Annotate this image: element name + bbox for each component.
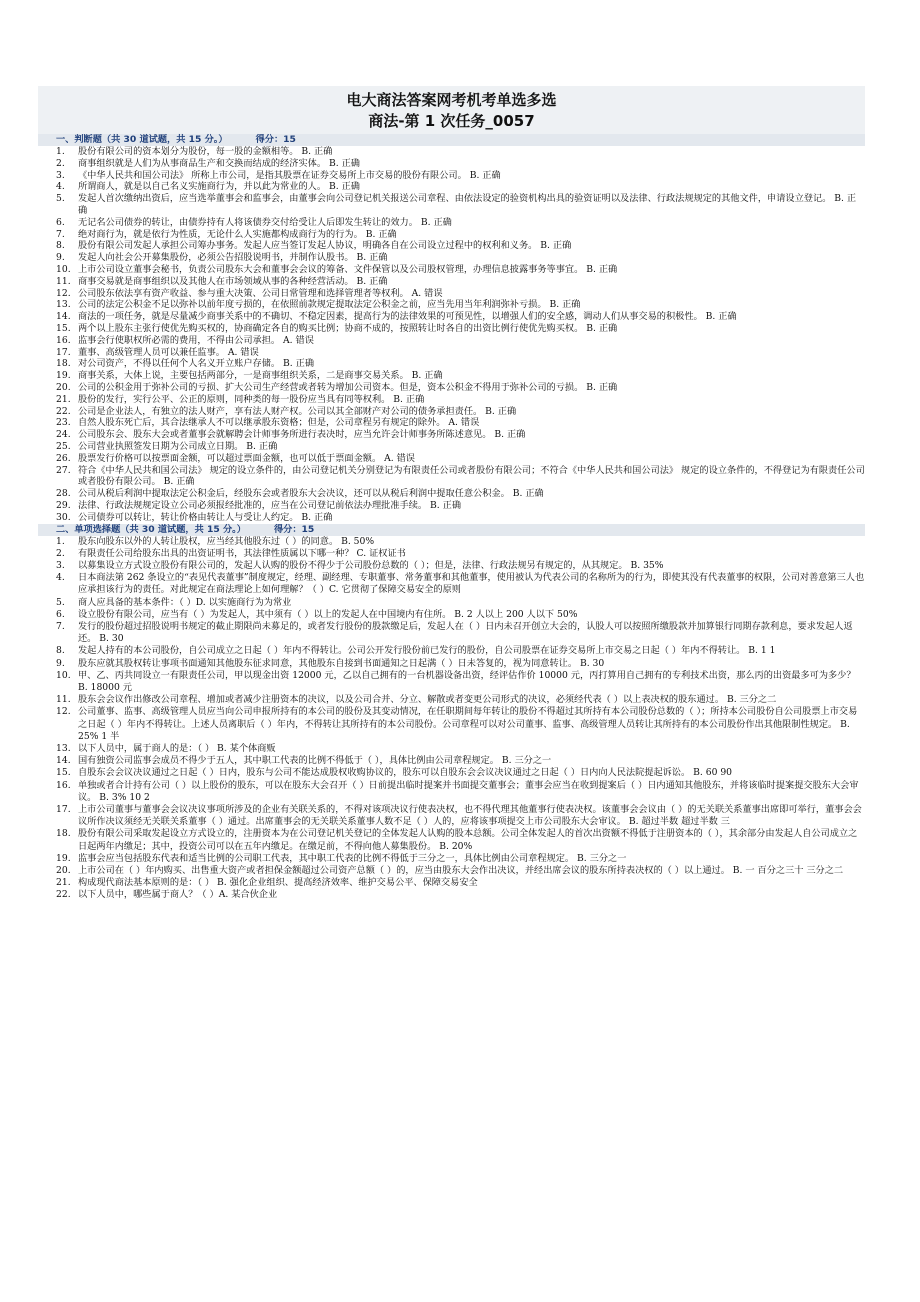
question-text: 两个以上股东主张行使优先购买权的，协商确定各自的购买比例；协商不成的，按照转让时各自的出资比例行使优先购买权。 B. 正确 bbox=[78, 322, 618, 334]
question-text: 董事、高级管理人员可以兼任监事。 A. 错误 bbox=[78, 346, 259, 358]
question-text: 上市公司设立董事会秘书，负责公司股东大会和董事会会议的筹备、文件保管以及公司股权管理，办理信息披露事务等事宜。 B. 正确 bbox=[78, 263, 618, 275]
question-text: 单独或者合计持有公司（ ）以上股份的股东，可以在股东大会召开（ ）日前提出临时提案并书面提交董事会；董事会应当在收到提案后（ ）日内通知其他股东，并将该临时提案提交股东大会审议。 B. 3% 10 2 bbox=[78, 779, 859, 803]
question-item bbox=[38, 621, 865, 645]
question-number: 16. bbox=[56, 334, 71, 346]
question-item bbox=[38, 755, 865, 767]
question-text: 上市公司董事与董事会会议决议事项所涉及的企业有关联关系的，不得对该项决议行使表决权，也不得代理其他董事行使表决权。该董事会会议由（ ）的无关联关系董事出席即可举行，董事会会议所作决议须经无关联关系董事（ ）通过。出席董事会的无关联关系董事人数不足（ ）人的，应将该事项提交上市公司股东大会审议。 B. 超过半数 超过半数 三 bbox=[78, 803, 862, 828]
question-number: 13. bbox=[56, 299, 71, 311]
section-heading-true-false bbox=[38, 134, 865, 146]
question-text: 股东会会议作出修改公司章程、增加或者减少注册资本的决议，以及公司合并、分立、解散或者变更公司形式的决议，必须经代表（ ）以上表决权的股东通过。 B. 三分之二 bbox=[78, 694, 777, 706]
question-item bbox=[38, 780, 865, 804]
question-number: 11. bbox=[56, 275, 71, 287]
question-text: 国有独资公司监事会成员不得少于五人，其中职工代表的比例不得低于（ ），具体比例由公司章程规定。 B. 三分之一 bbox=[78, 755, 552, 767]
question-number: 13. bbox=[56, 742, 71, 754]
question-text: 有限责任公司给股东出具的出资证明书，其法律性质属以下哪一种？ C. 证权证书 bbox=[78, 547, 406, 559]
question-number: 5. bbox=[56, 193, 65, 205]
question-item bbox=[38, 394, 865, 406]
question-number: 26. bbox=[56, 452, 71, 464]
question-item bbox=[38, 370, 865, 382]
question-item bbox=[38, 406, 865, 418]
question-text: 商事关系，大体上说，主要包括两部分，一是商事组织关系，二是商事交易关系。 B. 正确 bbox=[78, 370, 443, 382]
section-title: 二、单项选择题（共 30 道试题，共 15 分。） bbox=[56, 523, 246, 535]
question-number: 3. bbox=[56, 169, 65, 181]
question-text: 无记名公司债券的转让，由债券持有人将该债券交付给受让人后即发生转让的效力。 B. 正确 bbox=[78, 216, 452, 228]
question-number: 11. bbox=[56, 694, 71, 706]
question-text: 公司从税后利润中提取法定公积金后，经股东会或者股东大会决议，还可以从税后利润中提取任意公积金。 B. 正确 bbox=[78, 488, 544, 500]
question-number: 16. bbox=[56, 779, 71, 791]
question-number: 30. bbox=[56, 511, 71, 523]
question-number: 5. bbox=[56, 596, 65, 608]
question-number: 18. bbox=[56, 358, 71, 370]
question-number: 21. bbox=[56, 877, 71, 889]
question-number: 22. bbox=[56, 405, 71, 417]
true-false-question-list bbox=[38, 146, 865, 524]
question-item bbox=[38, 536, 865, 548]
question-number: 28. bbox=[56, 488, 71, 500]
question-item bbox=[38, 181, 865, 193]
question-text: 日本商法第 262 条设立的“表见代表董事”制度规定，经理、副经理、专职董事、常务董事和其他董事，使用被认为代表公司的名称所为的行为，即使其没有代表董事的权限，公司对善意第三人也应承担该行为的责任。对此规定在商法理论上如何理解？（ ）C. 它贯彻了保障交易安全的原则 bbox=[78, 572, 865, 596]
question-item bbox=[38, 877, 865, 889]
question-number: 7. bbox=[56, 228, 65, 240]
question-number: 18. bbox=[56, 828, 71, 840]
question-item bbox=[38, 311, 865, 323]
question-number: 12. bbox=[56, 287, 71, 299]
question-number: 20. bbox=[56, 381, 71, 393]
question-item bbox=[38, 465, 865, 489]
question-item bbox=[38, 743, 865, 755]
question-number: 21. bbox=[56, 393, 71, 405]
question-text: 公司是企业法人，有独立的法人财产，享有法人财产权。公司以其全部财产对公司的债务承担责任。 B. 正确 bbox=[78, 405, 517, 417]
question-text: 监事会行使职权所必需的费用，不得由公司承担。 A. 错误 bbox=[78, 334, 314, 346]
question-item bbox=[38, 276, 865, 288]
question-text: 商法的一项任务，就是尽量减少商事关系中的不确切、不稳定因素，提高行为的法律效果的可预见性，以增强人们的安全感，调动人们从事交易的积极性。 B. 正确 bbox=[78, 311, 737, 323]
question-text: 公司股东会、股东大会或者董事会就解聘会计师事务所进行表决时，应当允许会计师事务所陈述意见。 B. 正确 bbox=[78, 429, 526, 441]
section-title: 一、判断题（共 30 道试题，共 15 分。） bbox=[56, 134, 228, 145]
question-number: 3. bbox=[56, 559, 65, 571]
question-number: 20. bbox=[56, 864, 71, 876]
question-text: 构成现代商法基本原则的是：（ ） B. 强化企业组织、提高经济效率、维护交易公平、保障交易安全 bbox=[78, 877, 478, 889]
question-text: 股东向股东以外的人转让股权，应当经其他股东过（ ）的同意。 B. 50% bbox=[78, 535, 375, 547]
question-text: 商事组织就是人们为从事商品生产和交换而结成的经济实体。 B. 正确 bbox=[78, 157, 360, 169]
question-number: 22. bbox=[56, 889, 71, 901]
question-text: 商事交易就是商事组织以及其他人在市场领域从事的各种经营活动。 B. 正确 bbox=[78, 275, 388, 287]
document-subtitle: 商法-第 1 次任务_0057 bbox=[368, 112, 535, 130]
question-item bbox=[38, 804, 865, 828]
question-item bbox=[38, 170, 865, 182]
question-item bbox=[38, 453, 865, 465]
question-item bbox=[38, 828, 865, 852]
question-number: 14. bbox=[56, 311, 71, 323]
question-text: 发起人首次缴纳出资后，应当选举董事会和监事会，由董事会向公司登记机关报送公司章程、由依法设定的验资机构出具的验资证明以及法律、行政法规规定的其他文件，申请设立登记。 B. 正确 bbox=[78, 193, 857, 216]
question-item bbox=[38, 488, 865, 500]
question-number: 10. bbox=[56, 263, 71, 275]
question-text: 公司董事、监事、高级管理人员应当向公司申报所持有的本公司的股份及其变动情况，在任职期间每年转让的股份不得超过其所持有本公司股份总数的（ ）；所持本公司股份自公司股票上市交易之日起（ ）年内不得转让。上述人员离职后（ ）年内，不得转让其所持有的本公司股份。公司章程可以对公司董事、监事、高级管理人员转让其所持有的本公司股份作出其他限制性规定。 B. 25% 1 半 bbox=[78, 706, 858, 742]
question-text: 以下人员中，哪些属于商人？（ ）A. 某合伙企业 bbox=[78, 889, 278, 901]
question-text: 以下人员中，属于商人的是：（ ） B. 某个体商贩 bbox=[78, 742, 276, 754]
question-number: 17. bbox=[56, 346, 71, 358]
question-number: 12. bbox=[56, 706, 71, 718]
question-number: 15. bbox=[56, 322, 71, 334]
question-item bbox=[38, 853, 865, 865]
question-text: 发起人向社会公开募集股份，必须公告招股说明书，并制作认股书。 B. 正确 bbox=[78, 252, 388, 264]
question-item bbox=[38, 240, 865, 252]
question-number: 4. bbox=[56, 181, 65, 193]
question-item bbox=[38, 417, 865, 429]
question-item bbox=[38, 560, 865, 572]
question-number: 25. bbox=[56, 440, 71, 452]
question-text: 对公司资产，不得以任何个人名义开立账户存储。 B. 正确 bbox=[78, 358, 315, 370]
question-item bbox=[38, 323, 865, 335]
question-number: 29. bbox=[56, 499, 71, 511]
question-item bbox=[38, 512, 865, 524]
question-text: 自股东会会议决议通过之日起（ ）日内，股东与公司不能达成股权收购协议的，股东可以自股东会会议决议通过之日起（ ）日内向人民法院提起诉讼。 B. 60 90 bbox=[78, 767, 733, 779]
question-number: 24. bbox=[56, 429, 71, 441]
question-number: 23. bbox=[56, 417, 71, 429]
question-number: 15. bbox=[56, 767, 71, 779]
question-item bbox=[38, 382, 865, 394]
question-number: 19. bbox=[56, 370, 71, 382]
question-item bbox=[38, 229, 865, 241]
question-text: 商人应具备的基本条件：（ ）D. 以实施商行为为常业 bbox=[78, 596, 292, 608]
question-item bbox=[38, 429, 865, 441]
question-text: 公司的公积金用于弥补公司的亏损、扩大公司生产经营或者转为增加公司资本。但是，资本公积金不得用于弥补公司的亏损。 B. 正确 bbox=[78, 381, 618, 393]
question-text: 股票发行价格可以按票面金额，可以超过票面金额，也可以低于票面金额。 A. 错误 bbox=[78, 452, 415, 464]
question-text: 甲、乙、丙共同设立一有限责任公司，甲以现金出资 12000 元，乙以自己拥有的一台机器设备出资，经评估作价 10000 元，丙打算用自己拥有的专利技术出资，那么丙的出资最多可为多少？ B. 18000 元 bbox=[78, 669, 856, 693]
question-item bbox=[38, 358, 865, 370]
question-number: 9. bbox=[56, 252, 65, 264]
question-item bbox=[38, 670, 865, 694]
question-text: 发行的股份超过招股说明书规定的截止期限尚未募足的，或者发行股份的股款缴足后，发起人在（ ）日内未召开创立大会的，认股人可以按照所缴股款并加算银行同期存款利息，要求发起人返还。 B. 30 bbox=[78, 620, 853, 645]
question-item bbox=[38, 597, 865, 609]
question-text: 法律、行政法规规定设立公司必须报经批准的，应当在公司登记前依法办理批准手续。 B. 正确 bbox=[78, 499, 462, 511]
question-item bbox=[38, 217, 865, 229]
question-item bbox=[38, 767, 865, 779]
question-text: 公司营业执照签发日期为公司成立日期。 B. 正确 bbox=[78, 440, 278, 452]
question-item bbox=[38, 500, 865, 512]
question-number: 8. bbox=[56, 645, 65, 657]
question-item bbox=[38, 347, 865, 359]
question-number: 14. bbox=[56, 755, 71, 767]
question-item bbox=[38, 335, 865, 347]
document-sheet bbox=[38, 86, 865, 902]
question-item bbox=[38, 158, 865, 170]
question-text: 股份的发行，实行公平、公正的原则，同种类的每一股份应当具有同等权利。 B. 正确 bbox=[78, 393, 425, 405]
question-text: 公司股东依法享有资产收益、参与重大决策、公司日常管理和选择管理者等权利。 A. 错误 bbox=[78, 287, 443, 299]
question-number: 19. bbox=[56, 852, 71, 864]
question-text: 股份有限公司的资本划分为股份，每一股的金额相等。 B. 正确 bbox=[78, 146, 333, 157]
section-score: 得分：15 bbox=[273, 523, 315, 535]
question-text: 所谓商人，就是以自己名义实施商行为，并以此为常业的人。 B. 正确 bbox=[78, 181, 360, 193]
question-item bbox=[38, 865, 865, 877]
question-number: 1. bbox=[56, 146, 65, 157]
question-item bbox=[38, 441, 865, 453]
title-band bbox=[38, 86, 865, 134]
question-item bbox=[38, 889, 865, 901]
question-item bbox=[38, 288, 865, 300]
single-choice-question-list bbox=[38, 536, 865, 902]
question-item bbox=[38, 252, 865, 264]
question-text: 设立股份有限公司，应当有（ ）为发起人，其中须有（ ）以上的发起人在中国境内有住所。 B. 2 人以上 200 人以下 50% bbox=[78, 608, 578, 620]
question-number: 1. bbox=[56, 535, 65, 547]
question-number: 6. bbox=[56, 608, 65, 620]
question-text: 发起人持有的本公司股份，自公司成立之日起（ ）年内不得转让。公司公开发行股份前已发行的股份，自公司股票在证券交易所上市交易之日起（ ）年内不得转让。 B. 1 1 bbox=[78, 645, 776, 657]
question-item bbox=[38, 193, 865, 217]
question-item bbox=[38, 609, 865, 621]
question-number: 4. bbox=[56, 572, 65, 584]
question-number: 9. bbox=[56, 657, 65, 669]
question-item bbox=[38, 146, 865, 158]
question-item bbox=[38, 264, 865, 276]
question-text: 以募集设立方式设立股份有限公司的，发起人认购的股份不得少于公司股份总数的（ ）；但是，法律、行政法规另有规定的，从其规定。 B. 35% bbox=[78, 559, 664, 571]
question-number: 2. bbox=[56, 547, 65, 559]
question-item bbox=[38, 694, 865, 706]
question-text: 符合《中华人民共和国公司法》 规定的设立条件的，由公司登记机关分别登记为有限责任公司或者股份有限公司；不符合《中华人民共和国公司法》 规定的设立条件的，不得登记为有限责任公司或者股份有限公司。 B. 正确 bbox=[78, 464, 865, 488]
question-number: 8. bbox=[56, 240, 65, 252]
question-item bbox=[38, 299, 865, 311]
question-item bbox=[38, 658, 865, 670]
section-score: 得分：15 bbox=[255, 134, 296, 145]
question-text: 公司的法定公积金不足以弥补以前年度亏损的，在依照前款规定提取法定公积金之前，应当先用当年利润弥补亏损。 B. 正确 bbox=[78, 299, 581, 311]
question-number: 27. bbox=[56, 464, 71, 476]
question-item bbox=[38, 645, 865, 657]
question-number: 6. bbox=[56, 216, 65, 228]
question-number: 7. bbox=[56, 620, 65, 632]
question-text: 《中华人民共和国公司法》 所称上市公司，是指其股票在证券交易所上市交易的股份有限公司。 B. 正确 bbox=[78, 169, 501, 181]
question-item bbox=[38, 572, 865, 596]
question-text: 监事会应当包括股东代表和适当比例的公司职工代表，其中职工代表的比例不得低于三分之一，具体比例由公司章程规定。 B. 三分之一 bbox=[78, 852, 627, 864]
question-text: 股份有限公司发起人承担公司筹办事务。发起人应当签订发起人协议，明确各自在公司设立过程中的权利和义务。 B. 正确 bbox=[78, 240, 572, 252]
question-number: 10. bbox=[56, 669, 71, 681]
question-text: 公司债券可以转让，转让价格由转让人与受让人约定。 B. 正确 bbox=[78, 511, 333, 523]
question-item bbox=[38, 706, 865, 743]
question-item bbox=[38, 548, 865, 560]
question-number: 17. bbox=[56, 803, 71, 815]
question-text: 股东应就其股权转让事项书面通知其他股东征求同意，其他股东自接到书面通知之日起满（ ）日未答复的，视为同意转让。 B. 30 bbox=[78, 657, 605, 669]
question-text: 自然人股东死亡后，其合法继承人不可以继承股东资格；但是，公司章程另有规定的除外。 A. 错误 bbox=[78, 417, 480, 429]
question-number: 2. bbox=[56, 157, 65, 169]
document-title: 电大商法答案网考机考单选多选 bbox=[346, 91, 557, 109]
question-text: 绝对商行为，就是依行为性质，无论什么人实施都构成商行为的行为。 B. 正确 bbox=[78, 228, 397, 240]
question-text: 上市公司在（ ）年内购买、出售重大资产或者担保金额超过公司资产总额（ ）的，应当由股东大会作出决议，并经出席会议的股东所持表决权的（ ）以上通过。 B. 一 百分之三十 三分之二 bbox=[78, 864, 844, 876]
question-text: 股份有限公司采取发起设立方式设立的，注册资本为在公司登记机关登记的全体发起人认购的股本总额。公司全体发起人的首次出资额不得低于注册资本的（ ），其余部分由发起人自公司成立之日起两年内缴足；其中，投资公司可以在五年内缴足。在缴足前，不得向他人募集股份。 B. 20% bbox=[78, 828, 858, 852]
section-heading-single-choice bbox=[38, 524, 865, 536]
